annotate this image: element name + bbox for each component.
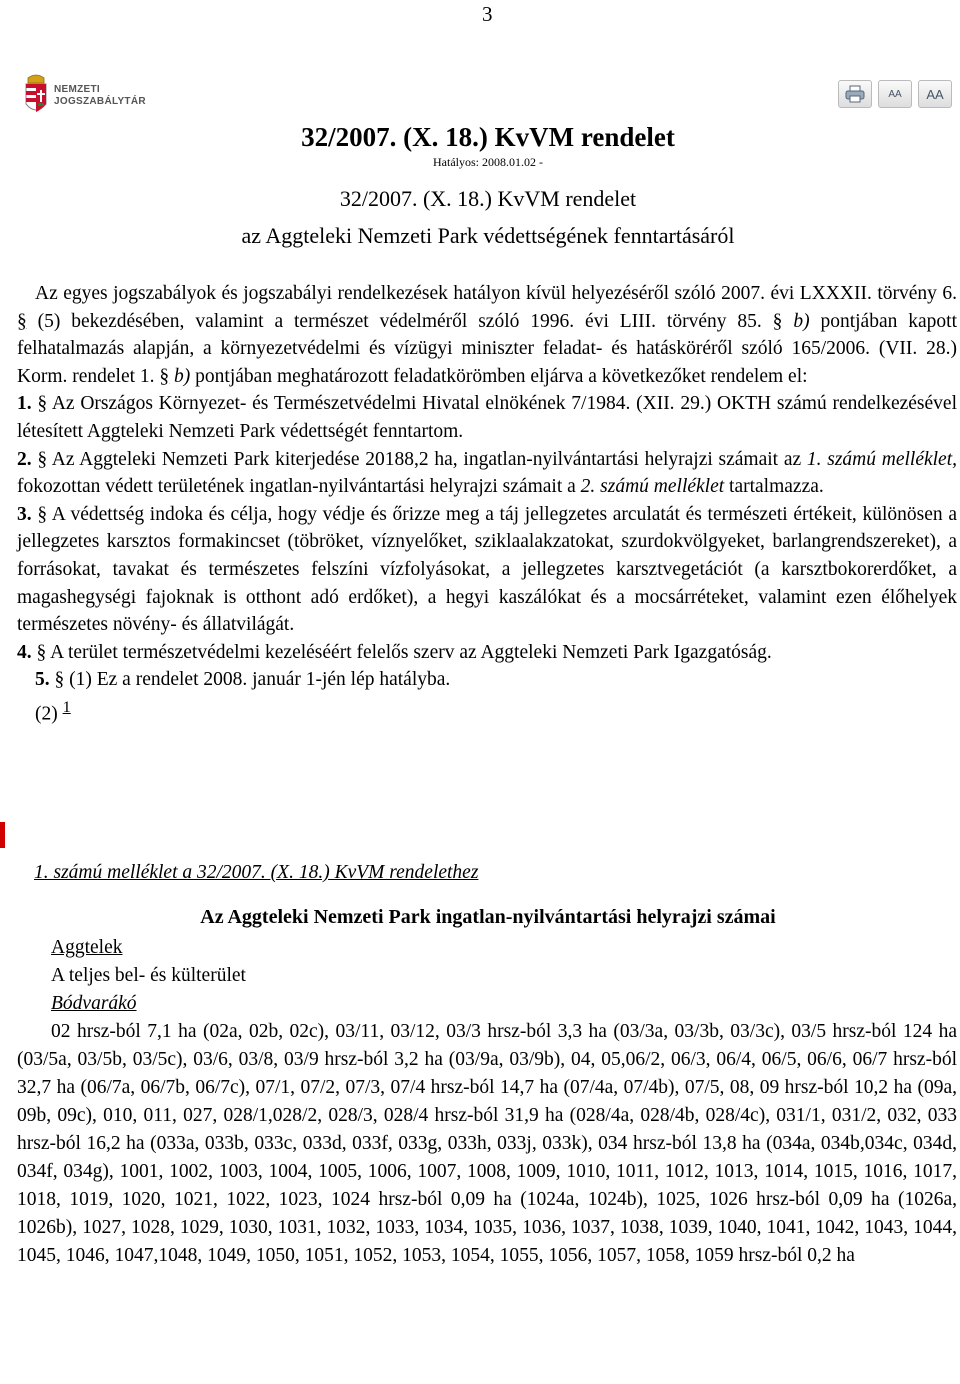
annex-heading[interactable]: 1. számú melléklet a 32/2007. (X. 18.) KvVM rendelethez [34, 862, 479, 883]
coat-of-arms-icon [24, 74, 48, 118]
section-text: A terület természetvédelmi kezeléséért felelős szerv az Aggteleki Nemzeti Park Igazgatóság. [50, 641, 772, 663]
toolbar [838, 80, 952, 108]
effective-date: Hatályos: 2008.01.02 - [433, 155, 543, 169]
section-4 [17, 639, 957, 667]
section-3 [17, 501, 957, 639]
section-sign: § [49, 669, 70, 691]
preamble-text: pontjában meghatározott feladatkörömben eljárva a következőket rendelem el: [190, 365, 808, 387]
section-link[interactable]: § [772, 310, 783, 332]
section-text: Az Országos Környezet- és Természetvédelmi Hivatal elnökének 7/1984. (XII. 29.) OKTH számú rendelkezésével létesített Aggteleki Nemzeti Park védettségét fenntartom. [17, 393, 957, 442]
change-marker [0, 822, 5, 848]
annex-1-link[interactable]: 1. számú melléklet, [806, 448, 957, 470]
regulation-subtitle: az Aggteleki Nemzeti Park védettségének fenntartásáról [241, 223, 735, 248]
place-aggtelek: Aggtelek [51, 937, 123, 958]
section-text: tartalmazza. [724, 476, 824, 498]
logo-line1: NEMZETI [54, 84, 100, 95]
section-number: 4. [17, 641, 32, 663]
preamble-text: pontjában kapott felhatalmazás alapján, a környezetvédelmi és vízügyi miniszter feladat- és hatásköréről szóló 165/2006. (VII. 28.) Korm. rendelet 1. [17, 310, 957, 387]
place-aggtelek-text: A teljes bel- és külterület [51, 965, 246, 986]
section-number: 5. [35, 669, 50, 691]
paragraph-number: (2) [35, 703, 63, 725]
font-smaller-button[interactable] [878, 80, 912, 108]
print-button[interactable] [838, 80, 872, 108]
annex-2-link[interactable]: 2. számú melléklet [580, 476, 725, 498]
section-sign: § [31, 393, 52, 415]
print-icon [845, 85, 865, 103]
section-text: fokozottan védett területének ingatlan-nyilvántartási helyrajzi számait a [17, 476, 581, 498]
section-number: 3. [17, 503, 32, 525]
regulation-title: 32/2007. (X. 18.) KvVM rendelet [339, 186, 637, 211]
section-text: Az Aggteleki Nemzeti Park kiterjedése 20188,2 ha, ingatlan-nyilvántartási helyrajzi számait az [51, 448, 807, 470]
place-bodvarako: Bódvarákó [51, 993, 137, 1014]
section-sign: § [31, 448, 52, 470]
section-text: A védettség indoka és célja, hogy védje és őrizze meg a táj jellegzetes arculatát és természeti értékeit, különösen a jellegzetes karsztos formakincset (töbröket, víznyelőket, sziklaalakzatokat, szurdokvölgyeket, barlangrendszereket), a forrásokat, tavakat és természetes felszíni vízfolyásokat, a jellegzetes karsztvegetációt (a karsztbokorerdőket, a magashegységi fajoknak is otthont adó erdőket), a hegyi kaszálókat és a mocsárréteket, valamint ezen élőhelyek természetes növény- és állatvilágát. [17, 503, 957, 636]
preamble-text: (5) bekezdésében, valamint a természet védelméről szóló 1996. évi LIII. törvény 85. [26, 310, 773, 332]
point-ref: b) [782, 310, 810, 332]
section-link[interactable]: § [17, 310, 27, 332]
section-5 [35, 666, 957, 694]
section-sign: § [31, 641, 51, 663]
font-larger-label: AA [926, 86, 944, 102]
point-ref: b) [169, 365, 191, 387]
regulation-body [17, 280, 957, 728]
section-number: 1. [17, 393, 32, 415]
section-2 [17, 446, 957, 501]
section-number: 2. [17, 448, 32, 470]
annex-title: Az Aggteleki Nemzeti Park ingatlan-nyilvántartási helyrajzi számai [200, 906, 776, 928]
preamble-text: Az egyes jogszabályok és jogszabályi rendelkezések hatályon kívül helyezéséről szóló 2007. évi LXXXII. törvény 6. [35, 283, 957, 304]
section-1 [17, 390, 957, 445]
section-sign: § [31, 503, 52, 525]
hrsz-list: 02 hrsz-ból 7,1 ha (02a, 02b, 02c), 03/11, 03/12, 03/3 hrsz-ból 3,3 ha (03/3a, 03/3b, 03/3c), 03/5 hrsz-ból 124 ha (03/5a, 03/5b, 03/5c), 03/6, 03/8, 03/9 hrsz-ból 3,2 ha (03/9a, 03/9b), 04, 05,06/2, 06/3, 06/4, 06/5, 06/6, 06/7 hrsz-ból 32,7 ha (06/7a, 06/7b, 06/7c), 07/1, 07/2, 07/3, 07/4 hrsz-ból 14,7 ha (07/4a, 07/4b), 07/5, 08, 09 hrsz-ból 10,2 ha (09a, 09b, 09c), 010, 011, 027, 028/1,028/2, 028/3, 028/4 hrsz-ból 31,9 ha (028/4a, 028/4b, 028/4c), 031/1, 031/2, 032, 033 hrsz-ból 16,2 ha (033a, 033b, 033c, 033d, 033f, 033g, 033h, 033j, 033k), 034 hrsz-ból 13,8 ha (034a, 034b,034c, 034d, 034f, 034g), 1001, 1002, 1003, 1004, 1005, 1006, 1007, 1008, 1009, 1010, 1011, 1012, 1013, 1014, 1015, 1016, 1017, 1018, 1019, 1020, 1021, 1022, 1023, 1024 hrsz-ból 0,09 ha (1024a, 1024b), 1025, 1026 hrsz-ból 0,09 ha (1026a, 1026b), 1027, 1028, 1029, 1030, 1031, 1032, 1033, 1034, 1035, 1036, 1037, 1038, 1039, 1040, 1041, 1042, 1043, 1044, 1045, 1046, 1047,1048, 1049, 1050, 1051, 1052, 1053, 1054, 1055, 1056, 1057, 1058, 1059 hrsz-ból 0,2 ha [17, 1021, 957, 1266]
font-smaller-label: AA [888, 88, 902, 100]
document-title: 32/2007. (X. 18.) KvVM rendelet [301, 122, 675, 152]
annex-content [17, 934, 957, 1270]
logo-line2: JOGSZABÁLYTÁR [54, 96, 146, 107]
preamble [17, 280, 957, 390]
page-number: 3 [482, 2, 493, 26]
footnote-link[interactable]: 1 [62, 697, 71, 716]
section-link[interactable]: § [159, 365, 170, 387]
font-larger-button[interactable] [918, 80, 952, 108]
section-5-paragraph-2 [35, 694, 957, 728]
nemzeti-jogszabalytar-logo[interactable] [24, 74, 154, 124]
section-text: (1) Ez a rendelet 2008. január 1-jén lép hatályba. [69, 669, 451, 691]
